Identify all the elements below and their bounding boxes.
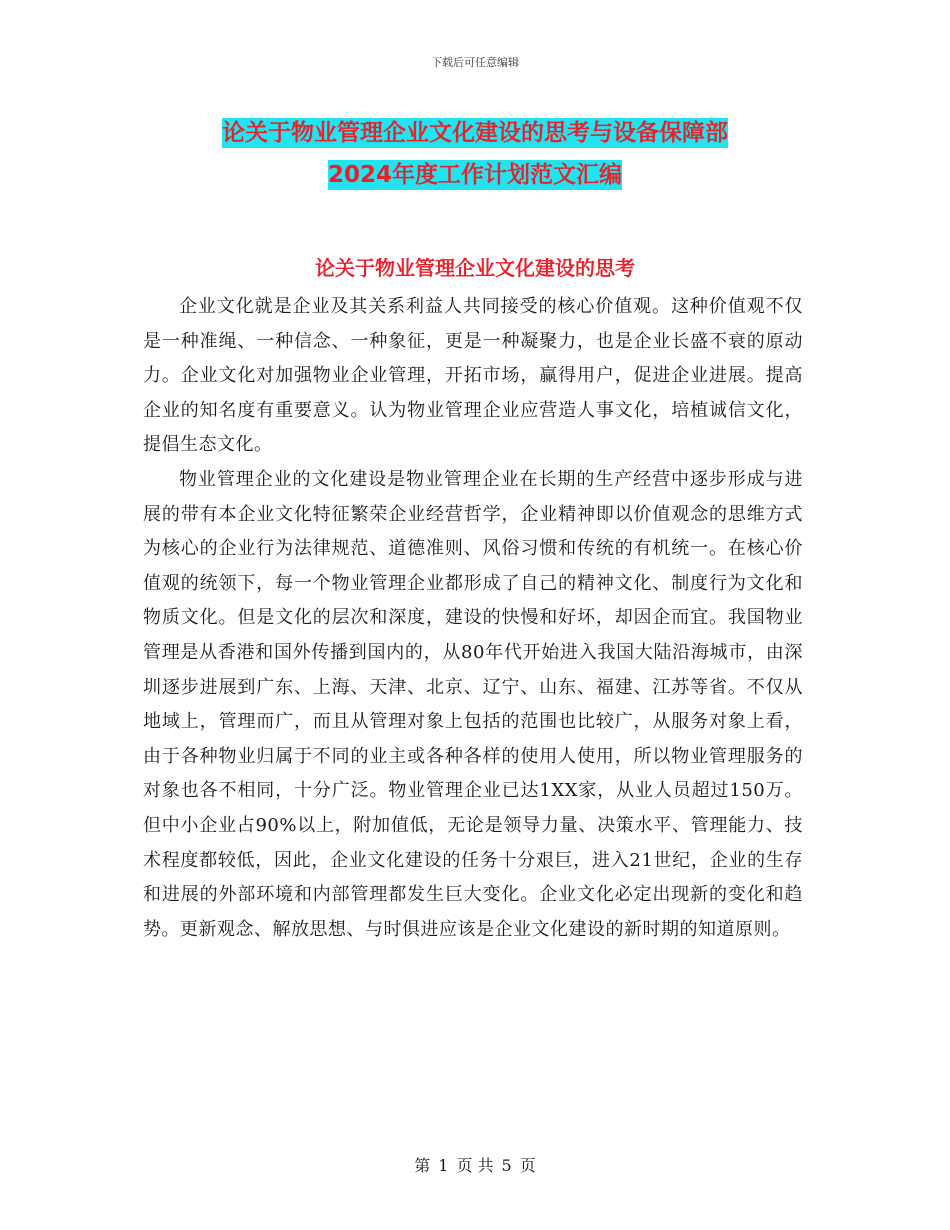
document-title-line-1: 论关于物业管理企业文化建设的思考与设备保障部: [222, 120, 728, 146]
header-note: 下载后可任意编辑: [431, 56, 519, 69]
paragraph: 企业文化就是企业及其关系利益人共同接受的核心价值观。这种价值观不仅是一种准绳、一种信念、一种象征，更是一种凝聚力，也是企业长盛不衰的原动力。企业文化对加强物业企业管理，开拓市场，赢得用户，促进企业进展。提高企业的知名度有重要意义。认为物业管理企业应营造人事文化，培植诚信文化，提倡生态文化。: [143, 296, 803, 456]
footer-mid: 页 共: [456, 1156, 494, 1175]
document-title-line-2: 2024年度工作计划范文汇编: [327, 162, 622, 188]
page-number: 1: [438, 1156, 449, 1175]
document-title: [150, 112, 800, 196]
body-text: [143, 290, 803, 947]
paragraph: 物业管理企业的文化建设是物业管理企业在长期的生产经营中逐步形成与进展的带有本企业文化特征繁荣企业经营哲学，企业精神即以价值观念的思维方式为核心的企业行为法律规范、道德准则、风俗习惯和传统的有机统一。在核心价值观的统领下，每一个物业管理企业都形成了自己的精神文化、制度行为文化和物质文化。但是文化的层次和深度，建设的快慢和好坏，却因企而宜。我国物业管理是从香港和国外传播到国内的，从80年代开始进入我国大陆沿海城市，由深圳逐步进展到广东、上海、天津、北京、辽宁、山东、福建、江苏等省。不仅从地域上，管理而广，而且从管理对象上包括的范围也比较广，从服务对象上看，由于各种物业归属于不同的业主或各种各样的使用人使用，所以物业管理服务的对象也各不相同，十分广泛。物业管理企业已达1XX家，从业人员超过150万。但中小企业占90%以上，附加值低，无论是领导力量、决策水平、管理能力、技术程度都较低，因此，企业文化建设的任务十分艰巨，进入21世纪，企业的生存和进展的外部环境和内部管理都发生巨大变化。企业文化必定出现新的变化和趋势。更新观念、解放思想、与时俱进应该是企业文化建设的新时期的知道原则。: [143, 468, 803, 940]
page-footer: [0, 1153, 950, 1176]
footer-prefix: 第: [414, 1156, 431, 1175]
total-pages: 5: [501, 1156, 512, 1175]
section-title: 论关于物业管理企业文化建设的思考: [315, 256, 635, 280]
footer-suffix: 页: [519, 1156, 536, 1175]
